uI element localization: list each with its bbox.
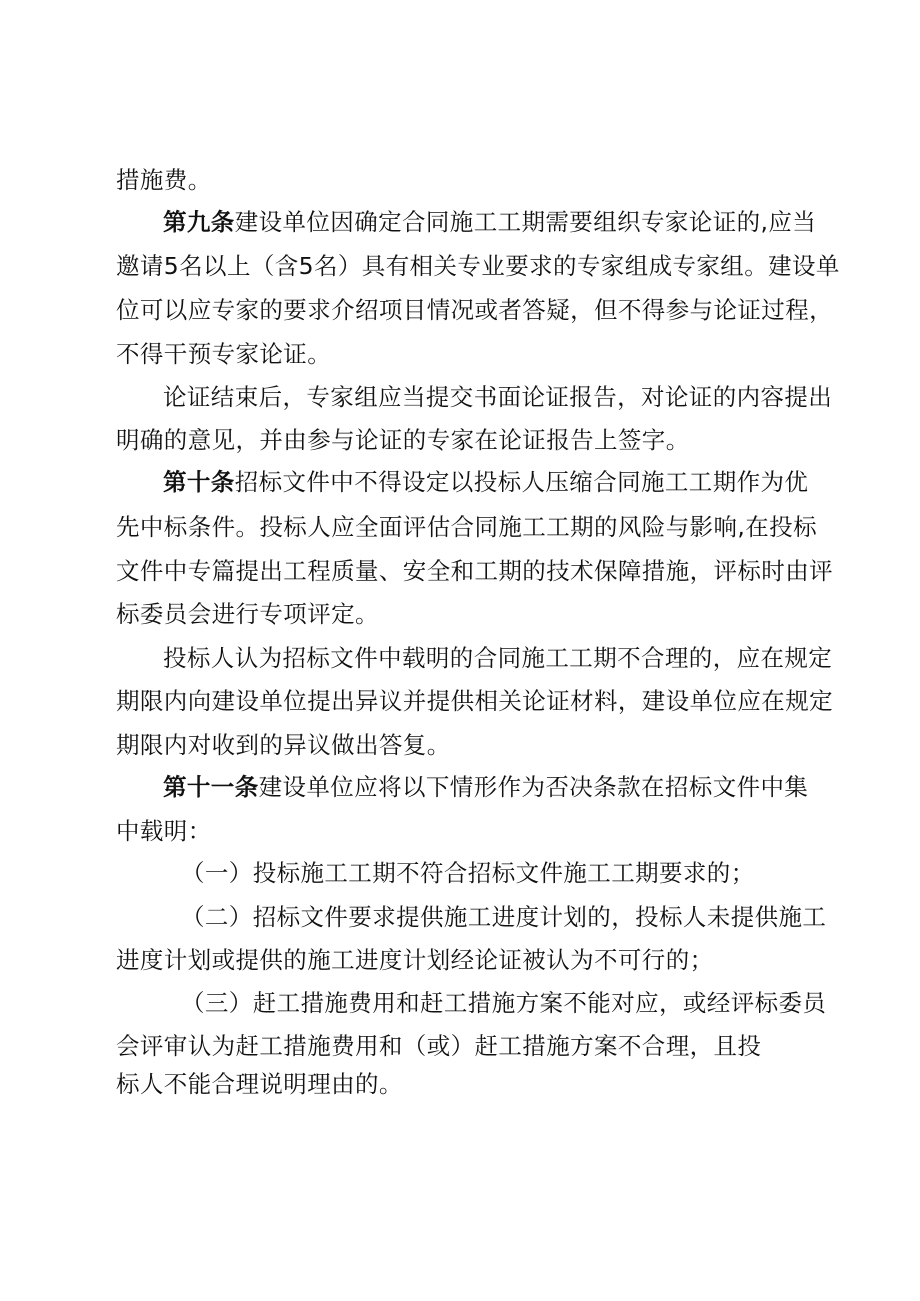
text-line: （二）招标文件要求提供施工进度计划的，投标人未提供施工 [181, 903, 827, 931]
text-line: 明确的意见，并由参与论证的专家在论证报告上签字。 [116, 426, 690, 454]
text-line: 期限内向建设单位提出异议并提供相关论证材料，建设单位应在规定 [116, 687, 833, 715]
text-line: （一）投标施工工期不符合招标文件施工工期要求的； [181, 859, 755, 887]
text-line: 第十条招标文件中不得设定以投标人压缩合同施工工期作为优 [163, 468, 809, 496]
text-line: （三）赶工措施费用和赶工措施方案不能对应，或经评标委员 [181, 989, 827, 1017]
text-line: 第十一条建设单位应将以下情形作为否决条款在招标文件中集 [163, 773, 809, 801]
text-line: 期限内对收到的异议做出答复。 [116, 731, 451, 759]
article-heading: 第十一条 [163, 773, 259, 801]
text-line: 中载明： [116, 817, 212, 845]
article-heading: 第十条 [163, 468, 235, 496]
text-line: 位可以应专家的要求介绍项目情况或者答疑，但不得参与论证过程， [116, 296, 833, 324]
text-line: 会评审认为赶工措施费用和（或）赶工措施方案不合理，且投 [116, 1032, 762, 1060]
text-line: 第九条建设单位因确定合同施工工期需要组织专家论证的,应当 [163, 208, 817, 236]
article-heading: 第九条 [163, 208, 235, 236]
text-line: 邀请5名以上（含5名）具有相关专业要求的专家组成专家组。建设单 [116, 252, 840, 280]
text-line: 文件中专篇提出工程质量、安全和工期的技术保障措施，评标时由评 [116, 557, 833, 585]
text-line: 标人不能合理说明理由的。 [116, 1070, 403, 1098]
text-line: 不得干预专家论证。 [116, 340, 332, 368]
text-line: 先中标条件。投标人应全面评估合同施工工期的风险与影响,在投标 [116, 513, 817, 541]
text-line: 论证结束后，专家组应当提交书面论证报告，对论证的内容提出 [163, 383, 833, 411]
text-line: 进度计划或提供的施工进度计划经论证被认为不可行的； [116, 946, 714, 974]
text-line: 措施费。 [116, 166, 212, 194]
text-line: 标委员会进行专项评定。 [116, 600, 379, 628]
text-line: 投标人认为招标文件中载明的合同施工工期不合理的，应在规定 [163, 644, 833, 672]
